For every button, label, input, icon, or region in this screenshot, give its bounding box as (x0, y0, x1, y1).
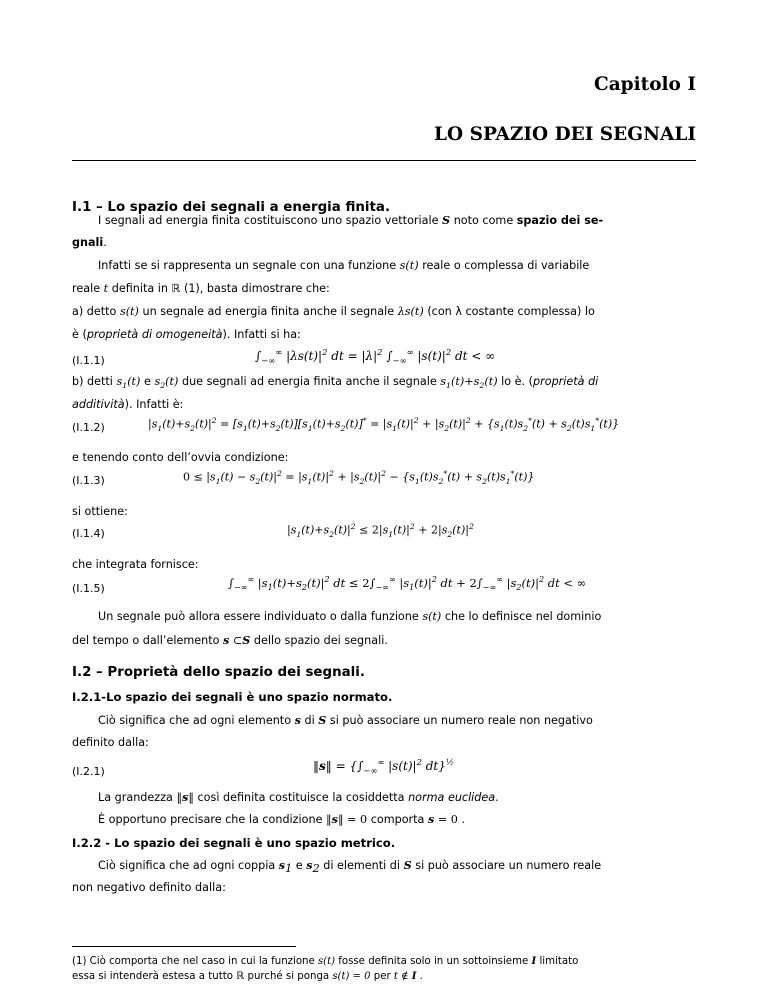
paragraph-normato: Ciò significa che ad ogni elemento s di S si può associare un numero reale non negativo (98, 713, 593, 727)
subsection-heading-121: I.2.1-Lo spazio dei segnali è uno spazio normato. (72, 690, 393, 704)
paragraph-1: I segnali ad energia finita costituiscono uno spazio vettoriale S noto come spazio dei se- (98, 213, 604, 227)
paragraph-metrico-cont: non negativo definito dalla: (72, 881, 226, 894)
paragraph-normato-cont: definito dalla: (72, 736, 149, 749)
equation-121: ‖s‖ = {$\int_{-\infty}^\infty$ $|s(t)|^2$ dt}$^{\frac{1}{2}}$ (313, 757, 454, 776)
paragraph-si-ottiene: si ottiene: (72, 505, 128, 518)
eq-label-114: (I.1.4) (72, 527, 105, 540)
item-a: a) detto s(t) un segnale ad energia finita anche il segnale λs(t) (con λ costante complessa) lo (72, 305, 595, 318)
item-b: b) detti $s_1(t)$ e $s_2(t)$ due segnali ad energia finita anche il segnale $s_1(t)+s_2(t)$ lo è. (proprietà di (72, 375, 599, 391)
footnote-line-2: essa si intenderà estesa a tutto ℝ purché si ponga s(t) = 0 per t ∉ I . (72, 971, 423, 982)
paragraph-2: Infatti se si rappresenta un segnale con una funzione s(t) reale o complessa di variabile (98, 259, 590, 272)
paragraph-norma: La grandezza ‖s‖ così definita costituisce la cosiddetta norma euclidea. (98, 790, 499, 804)
equation-115: $\int_{-\infty}^\infty$ $|s_1(t)+s_2(t)|^2$ dt ≤ $2\int_{-\infty}^\infty$ $|s_1(t)|^2$ dt + $2\int_{-\infty}^\infty$ $|s_2(t)|^2$ dt < ∞ (228, 575, 587, 593)
paragraph-end-2: del tempo o dall’elemento s ⊂S dello spazio dei segnali. (72, 633, 388, 647)
eq-label-112: (I.1.2) (72, 421, 105, 434)
paragraph-condition: e tenendo conto dell’ovvia condizione: (72, 451, 289, 464)
title-divider (72, 160, 696, 161)
footnote-divider (72, 946, 296, 947)
eq-label-113: (I.1.3) (72, 474, 105, 487)
section-heading-2: I.2 – Proprietà dello spazio dei segnali. (72, 665, 365, 680)
equation-112: $|s_1(t)+s_2(t)|^2 = [s_1(t)+s_2(t)][s_1(t)+s_2(t)]^* = |s_1(t)|^2 + |s_2(t)|^2 + \{s_1(t)s_2^*(t) + s_2(t)s_1^*(t)\}$ (148, 416, 620, 433)
paragraph-2-cont: reale t definita in ℝ (1), basta dimostrare che: (72, 282, 330, 295)
section-heading-1: I.1 – Lo spazio dei segnali a energia finita. (72, 200, 391, 215)
paragraph-integrata: che integrata fornisce: (72, 558, 199, 571)
paragraph-end-1: Un segnale può allora essere individuato o dalla funzione s(t) che lo definisce nel dominio (98, 610, 602, 623)
item-b-cont: additività). Infatti è: (72, 398, 184, 411)
equation-113: $0 \le |s_1(t) - s_2(t)|^2 = |s_1(t)|^2 + |s_2(t)|^2 - \{s_1(t)s_2^*(t) + s_2(t)s_1^*(t)\}$ (183, 469, 535, 486)
subsection-heading-122: I.2.2 - Lo spazio dei segnali è uno spazio metrico. (72, 836, 396, 850)
equation-114: $|s_1(t)+s_2(t)|^2 \le 2|s_1(t)|^2 + 2|s_2(t)|^2$ (287, 522, 474, 539)
paragraph-condizione: È opportuno precisare che la condizione ‖s‖ = 0 comporta s = 0 . (98, 812, 466, 826)
eq-label-115: (I.1.5) (72, 582, 105, 595)
chapter-label: Capitolo I (593, 74, 696, 95)
eq-label-121: (I.2.1) (72, 765, 105, 778)
footnote-line-1: (1) Ciò comporta che nel caso in cui la funzione s(t) fosse definita solo in un sottoinsieme I limitato (72, 956, 579, 967)
chapter-title: LO SPAZIO DEI SEGNALI (434, 124, 696, 145)
item-a-cont: è (proprietà di omogeneità). Infatti si ha: (72, 328, 301, 341)
eq-label-111: (I.1.1) (72, 354, 105, 367)
paragraph-metrico: Ciò significa che ad ogni coppia $s_1$ e $s_2$ di elementi di S si può associare un numero reale (98, 858, 602, 876)
equation-111: $\int_{-\infty}^\infty$ $|\lambda s(t)|^2$ dt = $|\lambda|^2$ $\int_{-\infty}^\infty$ $|s(t)|^2$ dt < ∞ (255, 347, 496, 366)
paragraph-1-cont: gnali. (72, 236, 107, 249)
